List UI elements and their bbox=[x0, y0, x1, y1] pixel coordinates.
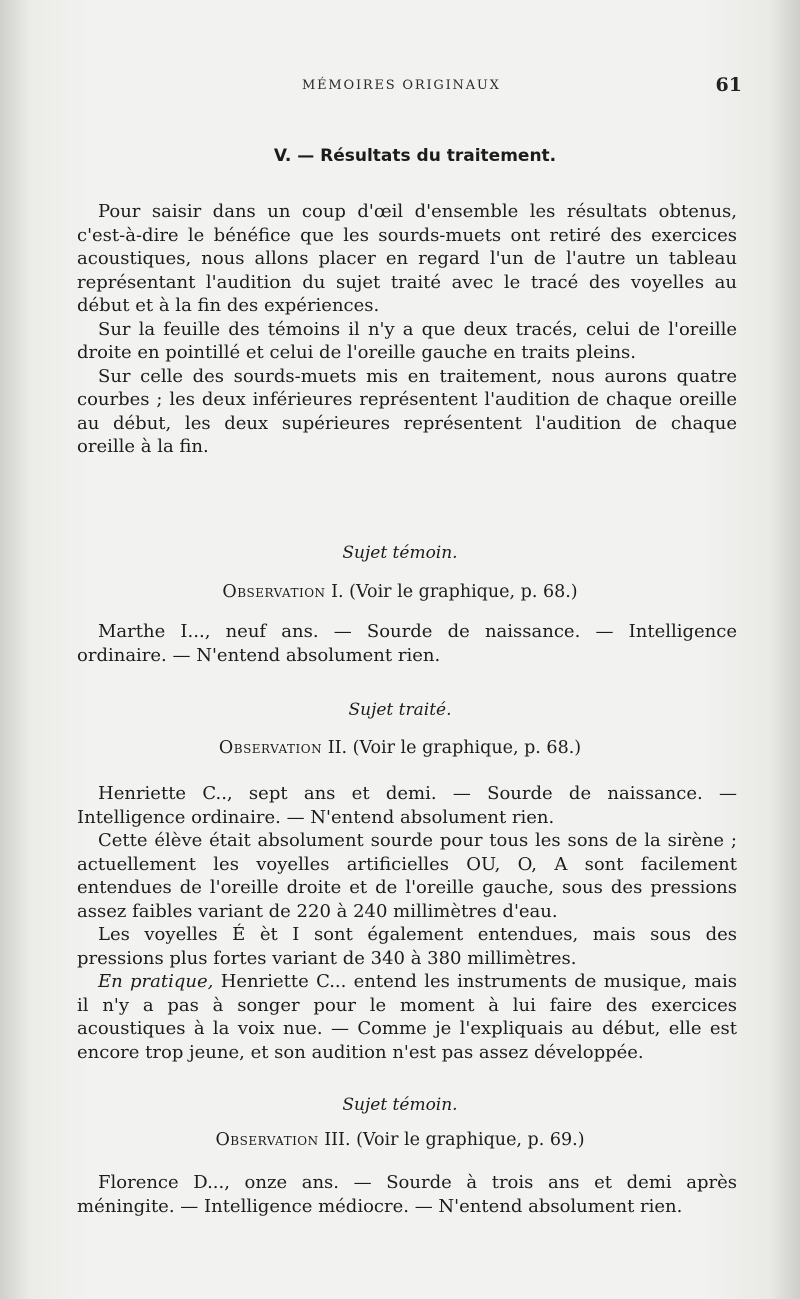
observation-heading bbox=[0, 582, 800, 602]
observation-reference: III. (Voir le graphique, p. 69.) bbox=[324, 1130, 585, 1150]
observation-paragraph: Marthe I..., neuf ans. — Sourde de naissance. — Intelligence ordinaire. — N'entend absolument rien. bbox=[77, 621, 737, 666]
running-title: MÉMOIRES ORIGINAUX bbox=[302, 78, 501, 93]
intro-paragraph: Sur la feuille des témoins il n'y a que deux tracés, celui de l'oreille droite en pointillé et celui de l'oreille gauche en traits pleins. bbox=[77, 318, 737, 363]
practice-lead: En pratique, bbox=[98, 971, 214, 992]
observation-word: Observation bbox=[215, 1130, 319, 1150]
intro-paragraph: Sur celle des sourds-muets mis en traitement, nous aurons quatre courbes ; les deux inférieures représentent l'audition de chaque oreille au début, les deux supérieures représentent l'audition de chaque oreille à la fin. bbox=[77, 365, 737, 457]
running-header bbox=[0, 74, 800, 102]
page-number: 61 bbox=[715, 74, 742, 96]
observation-2-text bbox=[77, 782, 737, 1064]
observation-1-text bbox=[77, 620, 737, 667]
observation-reference: I. (Voir le graphique, p. 68.) bbox=[331, 582, 578, 602]
observation-3-text bbox=[77, 1171, 737, 1218]
observation-paragraph: Florence D..., onze ans. — Sourde à trois ans et demi après méningite. — Intelligence médiocre. — N'entend absolument rien. bbox=[77, 1172, 737, 1217]
observation-heading bbox=[0, 1130, 800, 1150]
observation-paragraph: Les voyelles É èt I sont également entendues, mais sous des pressions plus fortes variant de 340 à 380 millimètres. bbox=[77, 924, 737, 969]
section-heading: V. — Résultats du traitement. bbox=[273, 146, 557, 166]
observation-paragraph: Cette élève était absolument sourde pour tous les sons de la sirène ; actuellement les voyelles artificielles OU, O, A sont facilement entendues de l'oreille droite et de l'oreille gauche, sous des pressions assez faibles variant de 220 à 240 millimètres d'eau. bbox=[77, 830, 737, 922]
observation-word: Observation bbox=[218, 738, 323, 758]
subject-label: Sujet témoin. bbox=[342, 1095, 458, 1115]
subject-label: Sujet témoin. bbox=[342, 543, 458, 563]
observation-heading bbox=[0, 738, 800, 758]
observation-reference: II. (Voir le graphique, p. 68.) bbox=[327, 738, 582, 758]
observation-paragraph: Henriette C.., sept ans et demi. — Sourde de naissance. — Intelligence ordinaire. — N'entend absolument rien. bbox=[77, 783, 737, 828]
observation-word: Observation bbox=[222, 582, 326, 602]
practice-paragraph bbox=[77, 970, 737, 1064]
subject-label: Sujet traité. bbox=[348, 700, 452, 720]
intro-text bbox=[77, 200, 737, 459]
intro-paragraph: Pour saisir dans un coup d'œil d'ensemble les résultats obtenus, c'est-à-dire le bénéfice que les sourds-muets ont retiré des exercices acoustiques, nous allons placer en regard l'un de l'autre un tableau représentant l'audition du sujet traité avec le tracé des voyelles au début et à la fin des expériences. bbox=[77, 201, 737, 316]
practice-text: Henriette C... entend les instruments de musique, mais il n'y a pas à songer pour le moment à lui faire des exercices acoustiques à la voix nue. — Comme je l'expliquais au début, elle est encore trop jeune, et son audition n'est pas assez développée. bbox=[77, 971, 738, 1063]
